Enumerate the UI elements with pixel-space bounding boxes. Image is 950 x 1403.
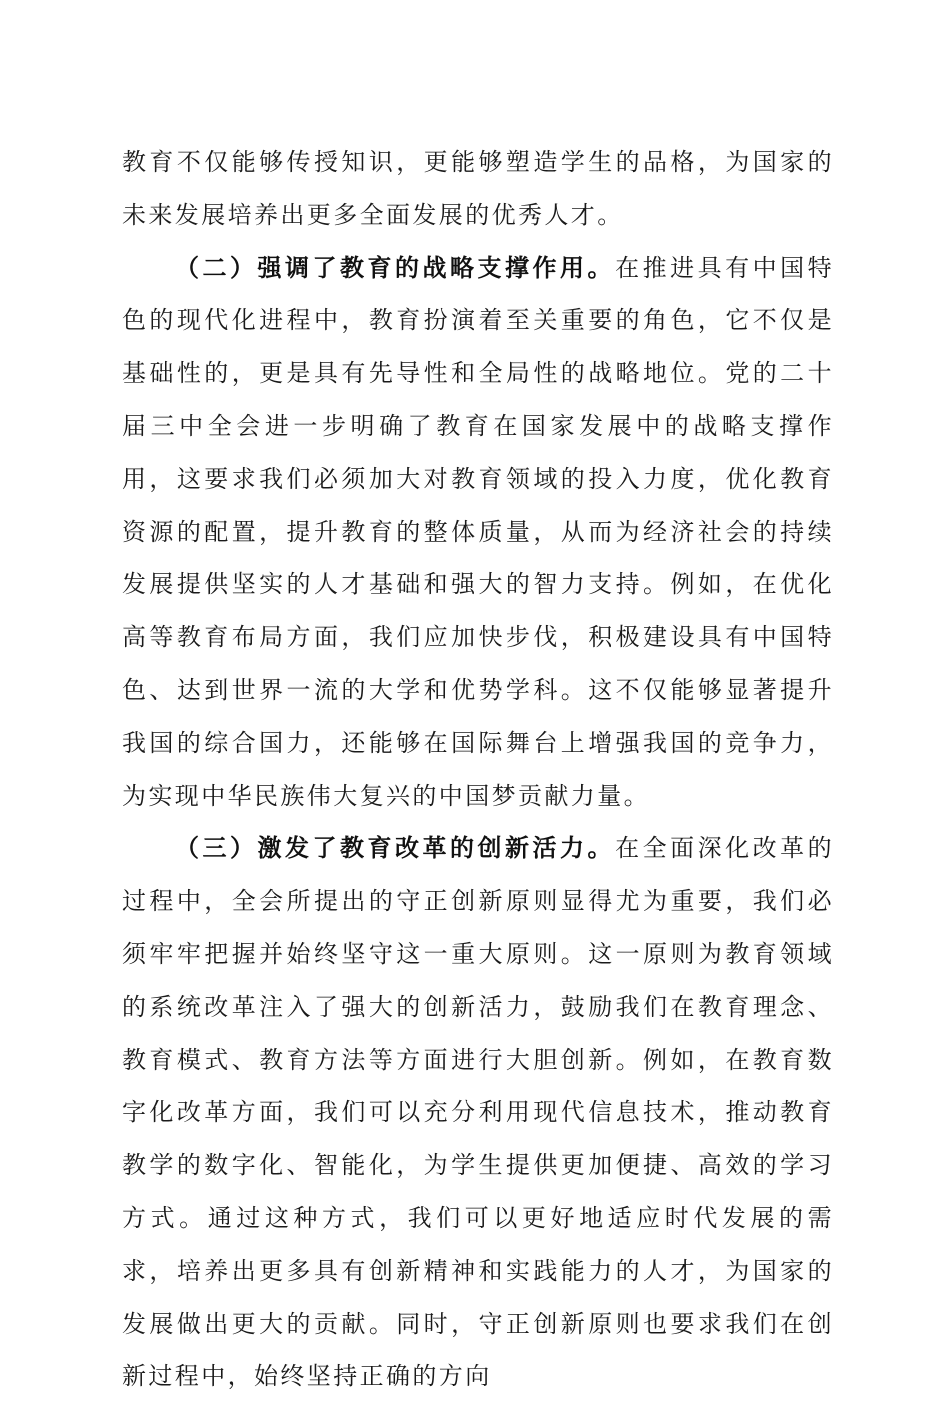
paragraph-continued xyxy=(122,136,834,242)
paragraph-text: 在全面深化改革的过程中，全会所提出的守正创新原则显得尤为重要，我们必须牢牢把握并始终坚守这一重大原则。这一原则为教育领域的系统改革注入了强大的创新活力，鼓励我们在教育理念、教育模式、教育方法等方面进行大胆创新。例如，在教育数字化改革方面，我们可以充分利用现代信息技术，推动教育教学的数字化、智能化，为学生提供更加便捷、高效的学习方式。通过这种方式，我们可以更好地适应时代发展的需求，培养出更多具有创新精神和实践能力的人才，为国家的发展做出更大的贡献。同时，守正创新原则也要求我们在创新过程中，始终坚持正确的方向 xyxy=(122,834,834,1391)
section-heading: （二）强调了教育的战略支撑作用。 xyxy=(175,253,616,282)
paragraph-text: 在推进具有中国特色的现代化进程中，教育扮演着至关重要的角色，它不仅是基础性的，更是具有先导性和全局性的战略地位。党的二十届三中全会进一步明确了教育在国家发展中的战略支撑作用，这要求我们必须加大对教育领域的投入力度，优化教育资源的配置，提升教育的整体质量，从而为经济社会的持续发展提供坚实的人才基础和强大的智力支持。例如，在优化高等教育布局方面，我们应加快步伐，积极建设具有中国特色、达到世界一流的大学和优势学科。这不仅能够显著提升我国的综合国力，还能够在国际舞台上增强我国的竞争力，为实现中华民族伟大复兴的中国梦贡献力量。 xyxy=(122,253,834,810)
paragraph-text: 教育不仅能够传授知识，更能够塑造学生的品格，为国家的未来发展培养出更多全面发展的优秀人才。 xyxy=(122,148,834,229)
section-heading: （三）激发了教育改革的创新活力。 xyxy=(175,834,616,863)
body-text xyxy=(122,136,834,1403)
paragraph-section-3 xyxy=(122,822,834,1403)
paragraph-section-2 xyxy=(122,242,834,823)
